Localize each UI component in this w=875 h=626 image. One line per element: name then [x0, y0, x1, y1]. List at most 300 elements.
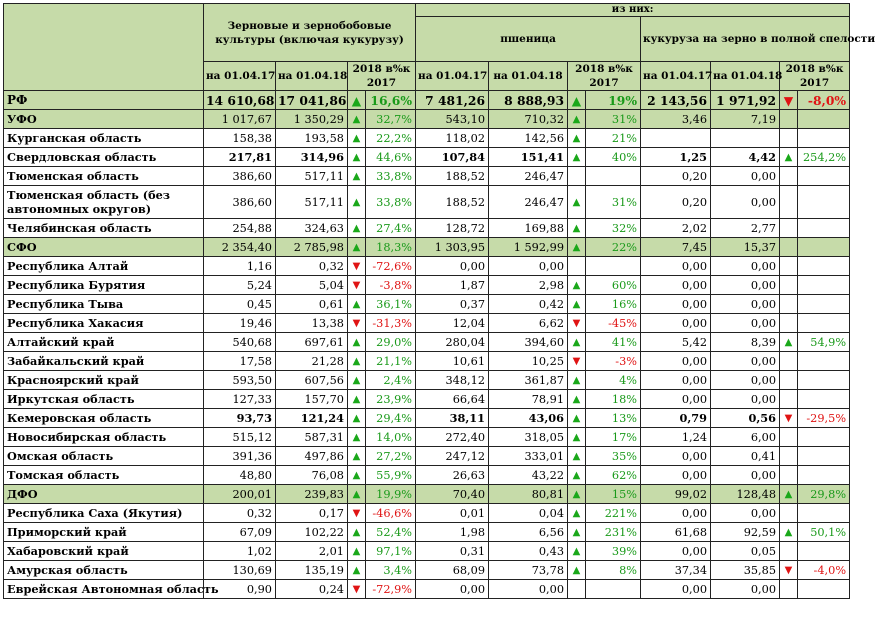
corn-pct [798, 219, 850, 238]
region-name: Красноярский край [4, 371, 204, 390]
wheat-2017: 0,37 [416, 295, 489, 314]
corn-2018: 0,56 [711, 409, 780, 428]
cereals-pct: 18,3% [366, 238, 416, 257]
wheat-trend-icon: ▲ [568, 91, 586, 110]
corn-trend-icon [780, 129, 798, 148]
cereals-trend-icon: ▼ [348, 580, 366, 599]
wheat-trend-icon: ▲ [568, 523, 586, 542]
corn-trend-icon [780, 314, 798, 333]
cereals-trend-icon: ▲ [348, 238, 366, 257]
cereals-pct: -31,3% [366, 314, 416, 333]
cereals-2018: 17 041,86 [276, 91, 348, 110]
corn-2017: 0,79 [641, 409, 711, 428]
wheat-2018: 394,60 [489, 333, 568, 352]
cereals-2017: 127,33 [204, 390, 276, 409]
wheat-trend-icon: ▲ [568, 276, 586, 295]
wheat-pct: 40% [586, 148, 641, 167]
corn-2018: 35,85 [711, 561, 780, 580]
wheat-2017: 1 303,95 [416, 238, 489, 257]
corn-2018: 0,00 [711, 186, 780, 219]
corn-pct: -29,5% [798, 409, 850, 428]
wheat-pct: 32% [586, 219, 641, 238]
wheat-2018: 8 888,93 [489, 91, 568, 110]
wheat-2018: 246,47 [489, 167, 568, 186]
corn-2017: 99,02 [641, 485, 711, 504]
header-cereals-2017: на 01.04.17 [204, 62, 276, 91]
cereals-trend-icon: ▲ [348, 333, 366, 352]
table-row [4, 561, 850, 580]
wheat-trend-icon: ▲ [568, 148, 586, 167]
region-name: Курганская область [4, 129, 204, 148]
corn-pct [798, 428, 850, 447]
wheat-2018: 0,00 [489, 257, 568, 276]
cereals-2017: 386,60 [204, 186, 276, 219]
corn-trend-icon: ▲ [780, 523, 798, 542]
corn-2017: 0,00 [641, 466, 711, 485]
cereals-2018: 2 785,98 [276, 238, 348, 257]
cereals-2017: 593,50 [204, 371, 276, 390]
corn-2018: 0,41 [711, 447, 780, 466]
wheat-pct: 31% [586, 110, 641, 129]
wheat-2018: 318,05 [489, 428, 568, 447]
region-name: Тюменская область (без автономных округов) [4, 186, 204, 219]
cereals-2018: 697,61 [276, 333, 348, 352]
wheat-pct: 15% [586, 485, 641, 504]
corn-trend-icon: ▼ [780, 91, 798, 110]
cereals-trend-icon: ▲ [348, 466, 366, 485]
region-name: Томская область [4, 466, 204, 485]
cereals-2018: 0,24 [276, 580, 348, 599]
region-name: Республика Тыва [4, 295, 204, 314]
wheat-2018: 2,98 [489, 276, 568, 295]
cereals-2018: 5,04 [276, 276, 348, 295]
cereals-trend-icon: ▲ [348, 110, 366, 129]
table-row [4, 428, 850, 447]
wheat-trend-icon: ▲ [568, 186, 586, 219]
wheat-2018: 10,25 [489, 352, 568, 371]
corn-2017: 2,02 [641, 219, 711, 238]
corn-2018: 92,59 [711, 523, 780, 542]
cereals-2017: 0,90 [204, 580, 276, 599]
table-row [4, 504, 850, 523]
corn-2017: 0,00 [641, 371, 711, 390]
wheat-2018: 6,56 [489, 523, 568, 542]
corn-2017: 7,45 [641, 238, 711, 257]
corn-2018: 1 971,92 [711, 91, 780, 110]
region-name: СФО [4, 238, 204, 257]
wheat-trend-icon: ▲ [568, 561, 586, 580]
cereals-trend-icon: ▲ [348, 148, 366, 167]
cereals-2018: 193,58 [276, 129, 348, 148]
wheat-pct: 18% [586, 390, 641, 409]
cereals-2018: 314,96 [276, 148, 348, 167]
region-name: Республика Саха (Якутия) [4, 504, 204, 523]
cereals-trend-icon: ▲ [348, 295, 366, 314]
cereals-pct: 16,6% [366, 91, 416, 110]
wheat-2017: 66,64 [416, 390, 489, 409]
wheat-2017: 107,84 [416, 148, 489, 167]
corn-2017: 0,00 [641, 276, 711, 295]
corn-trend-icon [780, 110, 798, 129]
wheat-pct [586, 167, 641, 186]
cereals-2017: 158,38 [204, 129, 276, 148]
cereals-2017: 391,36 [204, 447, 276, 466]
corn-trend-icon [780, 186, 798, 219]
cereals-2018: 121,24 [276, 409, 348, 428]
wheat-2017: 0,31 [416, 542, 489, 561]
wheat-pct: 8% [586, 561, 641, 580]
table-row [4, 257, 850, 276]
corn-trend-icon [780, 257, 798, 276]
wheat-2017: 68,09 [416, 561, 489, 580]
corn-2017: 0,00 [641, 580, 711, 599]
cereals-trend-icon: ▲ [348, 167, 366, 186]
wheat-2018: 0,43 [489, 542, 568, 561]
table-row [4, 110, 850, 129]
corn-2018: 0,00 [711, 352, 780, 371]
corn-2017: 0,00 [641, 542, 711, 561]
wheat-2017: 272,40 [416, 428, 489, 447]
header-wheat-2018: на 01.04.18 [489, 62, 568, 91]
region-name: Тюменская область [4, 167, 204, 186]
cereals-pct: 97,1% [366, 542, 416, 561]
wheat-trend-icon: ▲ [568, 542, 586, 561]
corn-pct: 54,9% [798, 333, 850, 352]
wheat-trend-icon: ▲ [568, 390, 586, 409]
cereals-pct: 33,8% [366, 167, 416, 186]
corn-2018: 0,00 [711, 580, 780, 599]
header-wheat: пшеница [416, 17, 641, 62]
wheat-pct: 22% [586, 238, 641, 257]
corn-2017: 1,24 [641, 428, 711, 447]
cereals-trend-icon: ▼ [348, 257, 366, 276]
header-wheat-pct: 2018 в%к 2017 [568, 62, 641, 91]
corn-2017: 0,00 [641, 352, 711, 371]
corn-2018: 0,05 [711, 542, 780, 561]
wheat-2018: 151,41 [489, 148, 568, 167]
cereals-pct: -72,6% [366, 257, 416, 276]
wheat-trend-icon: ▲ [568, 110, 586, 129]
cereals-pct: 27,4% [366, 219, 416, 238]
wheat-2017: 188,52 [416, 167, 489, 186]
region-name: Кемеровская область [4, 409, 204, 428]
corn-pct [798, 110, 850, 129]
cereals-pct: 44,6% [366, 148, 416, 167]
region-name: Республика Алтай [4, 257, 204, 276]
corn-pct [798, 167, 850, 186]
cereals-pct: 23,9% [366, 390, 416, 409]
cereals-2018: 497,86 [276, 447, 348, 466]
table-row [4, 580, 850, 599]
corn-trend-icon [780, 580, 798, 599]
table-row [4, 333, 850, 352]
corn-2018: 0,00 [711, 276, 780, 295]
table-row [4, 186, 850, 219]
wheat-trend-icon: ▲ [568, 504, 586, 523]
cereals-2018: 102,22 [276, 523, 348, 542]
header-of-them: из них: [416, 4, 850, 17]
cereals-trend-icon: ▲ [348, 447, 366, 466]
table-row [4, 314, 850, 333]
region-name: Республика Хакасия [4, 314, 204, 333]
wheat-pct: 17% [586, 428, 641, 447]
corn-2017: 0,00 [641, 295, 711, 314]
wheat-trend-icon: ▲ [568, 129, 586, 148]
cereals-2018: 0,61 [276, 295, 348, 314]
wheat-2017: 188,52 [416, 186, 489, 219]
corn-trend-icon [780, 238, 798, 257]
corn-2018: 0,00 [711, 390, 780, 409]
cereals-2018: 157,70 [276, 390, 348, 409]
cereals-2018: 517,11 [276, 167, 348, 186]
cereals-pct: -3,8% [366, 276, 416, 295]
wheat-2017: 70,40 [416, 485, 489, 504]
corn-trend-icon [780, 295, 798, 314]
wheat-2017: 348,12 [416, 371, 489, 390]
wheat-trend-icon [568, 580, 586, 599]
wheat-trend-icon [568, 257, 586, 276]
wheat-2018: 0,42 [489, 295, 568, 314]
wheat-2017: 128,72 [416, 219, 489, 238]
cereals-2018: 607,56 [276, 371, 348, 390]
corn-2017: 0,00 [641, 504, 711, 523]
cereals-2018: 135,19 [276, 561, 348, 580]
corn-trend-icon [780, 219, 798, 238]
header-corn: кукуруза на зерно в полной спелости [641, 17, 850, 62]
cereals-pct: 33,8% [366, 186, 416, 219]
corn-2018: 6,00 [711, 428, 780, 447]
wheat-trend-icon [568, 167, 586, 186]
wheat-2017: 1,87 [416, 276, 489, 295]
corn-2018 [711, 129, 780, 148]
wheat-pct: -3% [586, 352, 641, 371]
corn-trend-icon [780, 371, 798, 390]
corn-2018: 128,48 [711, 485, 780, 504]
wheat-pct [586, 257, 641, 276]
table-row [4, 542, 850, 561]
header-cereals: Зерновые и зернобобовые культуры (включая кукурузу) [204, 4, 416, 62]
cereals-2017: 130,69 [204, 561, 276, 580]
wheat-2018: 80,81 [489, 485, 568, 504]
wheat-trend-icon: ▲ [568, 428, 586, 447]
wheat-trend-icon: ▲ [568, 485, 586, 504]
wheat-2018: 43,06 [489, 409, 568, 428]
region-name: Алтайский край [4, 333, 204, 352]
wheat-2018: 710,32 [489, 110, 568, 129]
wheat-pct: 231% [586, 523, 641, 542]
table-row [4, 485, 850, 504]
wheat-trend-icon: ▼ [568, 314, 586, 333]
cereals-trend-icon: ▼ [348, 276, 366, 295]
corn-trend-icon [780, 466, 798, 485]
wheat-trend-icon: ▲ [568, 409, 586, 428]
region-name: Приморский край [4, 523, 204, 542]
corn-2018: 0,00 [711, 504, 780, 523]
wheat-pct: 19% [586, 91, 641, 110]
corn-2017: 2 143,56 [641, 91, 711, 110]
corn-2018: 0,00 [711, 371, 780, 390]
corn-pct: 254,2% [798, 148, 850, 167]
header-corn-2018: на 01.04.18 [711, 62, 780, 91]
header-corn-2017: на 01.04.17 [641, 62, 711, 91]
wheat-trend-icon: ▲ [568, 295, 586, 314]
corn-2018: 0,00 [711, 167, 780, 186]
cereals-2017: 1,02 [204, 542, 276, 561]
corn-pct [798, 352, 850, 371]
corn-trend-icon [780, 504, 798, 523]
cereals-2018: 2,01 [276, 542, 348, 561]
wheat-2017: 0,01 [416, 504, 489, 523]
cereals-2018: 0,32 [276, 257, 348, 276]
cereals-trend-icon: ▲ [348, 186, 366, 219]
cereals-2017: 5,24 [204, 276, 276, 295]
wheat-pct: 4% [586, 371, 641, 390]
corn-pct [798, 504, 850, 523]
region-name: РФ [4, 91, 204, 110]
cereals-pct: 29,0% [366, 333, 416, 352]
grain-table [3, 3, 875, 599]
wheat-trend-icon: ▲ [568, 219, 586, 238]
wheat-2017: 10,61 [416, 352, 489, 371]
cereals-2017: 386,60 [204, 167, 276, 186]
cereals-2017: 2 354,40 [204, 238, 276, 257]
wheat-2018: 0,04 [489, 504, 568, 523]
corn-pct [798, 238, 850, 257]
corn-trend-icon [780, 390, 798, 409]
corn-2018: 8,39 [711, 333, 780, 352]
cereals-2017: 254,88 [204, 219, 276, 238]
cereals-2017: 1 017,67 [204, 110, 276, 129]
wheat-trend-icon: ▲ [568, 371, 586, 390]
wheat-2018: 43,22 [489, 466, 568, 485]
corn-pct [798, 129, 850, 148]
wheat-trend-icon: ▼ [568, 352, 586, 371]
corn-trend-icon: ▲ [780, 148, 798, 167]
cereals-2017: 1,16 [204, 257, 276, 276]
wheat-pct: 35% [586, 447, 641, 466]
region-name: Омская область [4, 447, 204, 466]
corn-2017: 37,34 [641, 561, 711, 580]
cereals-2017: 200,01 [204, 485, 276, 504]
corn-trend-icon [780, 447, 798, 466]
wheat-trend-icon: ▲ [568, 466, 586, 485]
table-row [4, 352, 850, 371]
table-body [4, 91, 850, 599]
wheat-2017: 0,00 [416, 257, 489, 276]
corn-trend-icon [780, 352, 798, 371]
corn-trend-icon [780, 276, 798, 295]
wheat-2017: 280,04 [416, 333, 489, 352]
region-name: Новосибирская область [4, 428, 204, 447]
corn-trend-icon: ▼ [780, 409, 798, 428]
wheat-pct: 221% [586, 504, 641, 523]
cereals-pct: 19,9% [366, 485, 416, 504]
corn-pct [798, 447, 850, 466]
region-name: ДФО [4, 485, 204, 504]
cereals-2017: 48,80 [204, 466, 276, 485]
wheat-2018: 333,01 [489, 447, 568, 466]
table-row [4, 129, 850, 148]
cereals-2017: 0,45 [204, 295, 276, 314]
cereals-trend-icon: ▲ [348, 371, 366, 390]
corn-2017: 0,00 [641, 447, 711, 466]
wheat-2017: 7 481,26 [416, 91, 489, 110]
cereals-2017: 67,09 [204, 523, 276, 542]
wheat-2017: 26,63 [416, 466, 489, 485]
cereals-pct: 14,0% [366, 428, 416, 447]
corn-2017: 1,25 [641, 148, 711, 167]
header-cereals-pct: 2018 в%к 2017 [348, 62, 416, 91]
wheat-pct: 16% [586, 295, 641, 314]
cereals-pct: -72,9% [366, 580, 416, 599]
cereals-2018: 21,28 [276, 352, 348, 371]
cereals-pct: 32,7% [366, 110, 416, 129]
region-name: Хабаровский край [4, 542, 204, 561]
wheat-2018: 1 592,99 [489, 238, 568, 257]
cereals-trend-icon: ▲ [348, 129, 366, 148]
table-row [4, 447, 850, 466]
corn-pct [798, 295, 850, 314]
header-cereals-2018: на 01.04.18 [276, 62, 348, 91]
corn-pct [798, 390, 850, 409]
corn-2017: 3,46 [641, 110, 711, 129]
corn-pct [798, 276, 850, 295]
wheat-2018: 6,62 [489, 314, 568, 333]
region-name: Забайкальский край [4, 352, 204, 371]
corn-trend-icon: ▲ [780, 333, 798, 352]
cereals-pct: 22,2% [366, 129, 416, 148]
wheat-2018: 169,88 [489, 219, 568, 238]
wheat-trend-icon: ▲ [568, 447, 586, 466]
cereals-trend-icon: ▲ [348, 409, 366, 428]
cereals-trend-icon: ▲ [348, 91, 366, 110]
corn-2018: 0,00 [711, 466, 780, 485]
corn-2017 [641, 129, 711, 148]
wheat-2017: 0,00 [416, 580, 489, 599]
table-row [4, 295, 850, 314]
wheat-2017: 247,12 [416, 447, 489, 466]
wheat-2017: 1,98 [416, 523, 489, 542]
header-wheat-2017: на 01.04.17 [416, 62, 489, 91]
cereals-pct: 3,4% [366, 561, 416, 580]
corn-2017: 0,20 [641, 167, 711, 186]
cereals-2018: 13,38 [276, 314, 348, 333]
cereals-trend-icon: ▲ [348, 219, 366, 238]
corn-2018: 4,42 [711, 148, 780, 167]
corn-trend-icon [780, 542, 798, 561]
region-name: Иркутская область [4, 390, 204, 409]
corn-pct [798, 466, 850, 485]
wheat-2017: 12,04 [416, 314, 489, 333]
cereals-2018: 517,11 [276, 186, 348, 219]
wheat-pct: 39% [586, 542, 641, 561]
corn-2017: 61,68 [641, 523, 711, 542]
wheat-2018: 142,56 [489, 129, 568, 148]
cereals-2018: 587,31 [276, 428, 348, 447]
cereals-pct: 52,4% [366, 523, 416, 542]
corn-2018: 0,00 [711, 257, 780, 276]
cereals-2018: 324,63 [276, 219, 348, 238]
corn-pct: -8,0% [798, 91, 850, 110]
table-row [4, 466, 850, 485]
cereals-pct: -46,6% [366, 504, 416, 523]
region-name: Челябинская область [4, 219, 204, 238]
table-row [4, 523, 850, 542]
wheat-pct: 13% [586, 409, 641, 428]
cereals-2017: 19,46 [204, 314, 276, 333]
table-row [4, 219, 850, 238]
cereals-2018: 0,17 [276, 504, 348, 523]
